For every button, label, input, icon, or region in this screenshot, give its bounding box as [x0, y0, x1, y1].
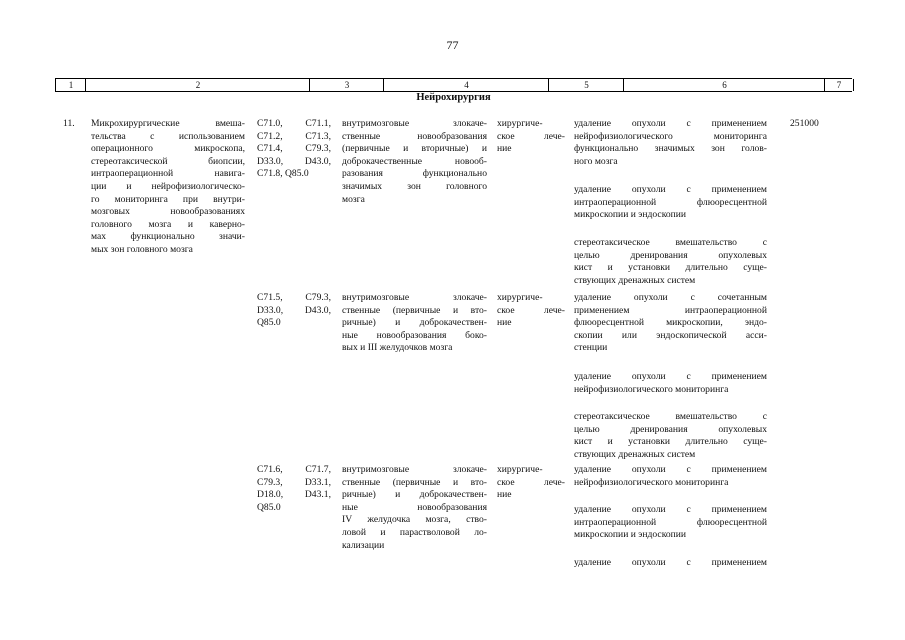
treatment-method: [574, 292, 767, 355]
text-line: ствующих дренажных систем: [574, 274, 696, 286]
text-line: внутримозговые злокаче-: [342, 464, 487, 475]
header-col-5: 5: [548, 79, 624, 91]
text-line: внутримозговые злокаче-: [342, 292, 487, 303]
treatment-method: [574, 118, 767, 168]
text-line: применением интраоперационной: [574, 304, 767, 316]
text-line: интраоперационной флюоресцентной: [574, 196, 767, 208]
header-col-7: 7: [824, 79, 854, 91]
treatment-type: [497, 464, 565, 502]
treatment-method: [574, 184, 767, 222]
text-line: микроскопии и эндоскопии: [574, 529, 687, 541]
text-line: хирургиче-: [497, 292, 543, 303]
text-line: операционного микроскопа,: [91, 143, 245, 155]
text-line: ние: [497, 143, 512, 155]
price: 251000: [790, 118, 819, 129]
text-line: функционально значимых зон голов-: [574, 143, 767, 155]
header-col-6: 6: [623, 79, 825, 91]
text-line: нейрофизиологического мониторинга: [574, 130, 767, 142]
text-line: целью дренирования опухолевых: [574, 423, 767, 435]
text-line: ные новообразования боко-: [342, 329, 487, 341]
text-line: мых зон головного мозга: [91, 243, 193, 255]
text-line: ние: [497, 317, 512, 329]
header-col-2: 2: [85, 79, 310, 91]
header-col-1: 1: [55, 79, 86, 91]
text-line: целью дренирования опухолевых: [574, 249, 767, 261]
treatment-type: [497, 292, 565, 330]
text-line: ные новообразования: [342, 501, 487, 513]
text-line: разования функционально: [342, 168, 487, 180]
text-line: удаление опухоли с сочетанным: [574, 292, 767, 303]
text-line: ловой и парастволовой ло-: [342, 526, 487, 538]
text-line: скопии или эндоскопической асси-: [574, 329, 767, 341]
treatment-method: [574, 411, 767, 461]
text-line: ции и нейрофизиологическо-: [91, 180, 245, 192]
text-line: вых и III желудочков мозга: [342, 342, 453, 354]
text-line: микроскопии и эндоскопии: [574, 209, 687, 221]
text-line: хирургиче-: [497, 118, 543, 129]
text-line: ственные (первичные и вто-: [342, 304, 487, 316]
text-line: стереотаксическое вмешательство с: [574, 411, 767, 422]
text-line: доброкачественные новооб-: [342, 155, 487, 167]
text-line: мах функционально значи-: [91, 231, 245, 243]
diagnosis: [342, 464, 487, 552]
section-title: Нейрохирургия: [416, 92, 491, 103]
text-line: тельства с использованием: [91, 130, 245, 142]
text-line: стенции: [574, 342, 608, 354]
text-line: IV желудочка мозга, ство-: [342, 514, 487, 526]
text-line: ственные новообразования: [342, 130, 487, 142]
text-line: ственные (первичные и вто-: [342, 476, 487, 488]
text-line: ричные) и доброкачествен-: [342, 317, 487, 329]
text-line: внутримозговые злокаче-: [342, 118, 487, 129]
icd-codes: C71.0, C71.1, C71.2, C71.3, C71.4, C79.3, D33.0, D43.0, C71.8, Q85.0: [257, 118, 331, 180]
text-line: нейрофизиологического мониторинга: [574, 383, 729, 395]
text-line: (первичные и вторичные) и: [342, 143, 487, 155]
text-line: интраоперационной флюоресцентной: [574, 516, 767, 528]
text-line: удаление опухоли с применением: [574, 184, 767, 195]
text-line: го мониторинга при внутри-: [91, 193, 245, 205]
header-col-3: 3: [309, 79, 384, 91]
text-line: значимых зон головного: [342, 180, 487, 192]
treatment-method: [574, 464, 767, 489]
text-line: ское лече-: [497, 476, 565, 488]
header-col-4: 4: [383, 79, 549, 91]
text-line: интраоперационной навига-: [91, 168, 245, 180]
treatment-type: [497, 118, 565, 156]
text-line: ного мозга: [574, 155, 618, 167]
text-line: удаление опухоли с применением: [574, 118, 767, 129]
text-line: мозговых новообразованиях: [91, 206, 245, 218]
text-line: ричные) и доброкачествен-: [342, 489, 487, 501]
page-number: 77: [446, 38, 459, 52]
text-line: нейрофизиологического мониторинга: [574, 476, 729, 488]
service-name: [91, 118, 245, 257]
text-line: удаление опухоли с применением: [574, 371, 767, 382]
text-line: кист и установки длительно суще-: [574, 436, 767, 448]
icd-codes: C71.5, C79.3, D33.0, D43.0, Q85.0: [257, 292, 331, 329]
treatment-method: [574, 557, 767, 570]
text-line: хирургиче-: [497, 464, 543, 475]
text-line: стереотаксической биопсии,: [91, 155, 245, 167]
text-line: Микрохирургические вмеша-: [91, 118, 245, 129]
text-line: кист и установки длительно суще-: [574, 262, 767, 274]
treatment-method: [574, 371, 767, 396]
text-line: кализации: [342, 539, 385, 551]
treatment-method: [574, 237, 767, 287]
text-line: ние: [497, 489, 512, 501]
table-header-row: [55, 78, 852, 92]
treatment-method: [574, 504, 767, 542]
text-line: головного мозга и каверно-: [91, 218, 245, 230]
text-line: ствующих дренажных систем: [574, 448, 696, 460]
text-line: мозга: [342, 193, 365, 205]
text-line: флюоресцентной микроскопии, эндо-: [574, 317, 767, 329]
text-line: ское лече-: [497, 304, 565, 316]
text-line: удаление опухоли с применением: [574, 464, 767, 475]
icd-codes: C71.6, C71.7, C79.3, D33.1, D18.0, D43.1, Q85.0: [257, 464, 331, 513]
row-number: 11.: [63, 118, 75, 129]
text-line: ское лече-: [497, 130, 565, 142]
diagnosis: [342, 292, 487, 355]
text-line: удаление опухоли с применением: [574, 557, 767, 568]
text-line: удаление опухоли с применением: [574, 504, 767, 515]
text-line: стереотаксическое вмешательство с: [574, 237, 767, 248]
diagnosis: [342, 118, 487, 206]
